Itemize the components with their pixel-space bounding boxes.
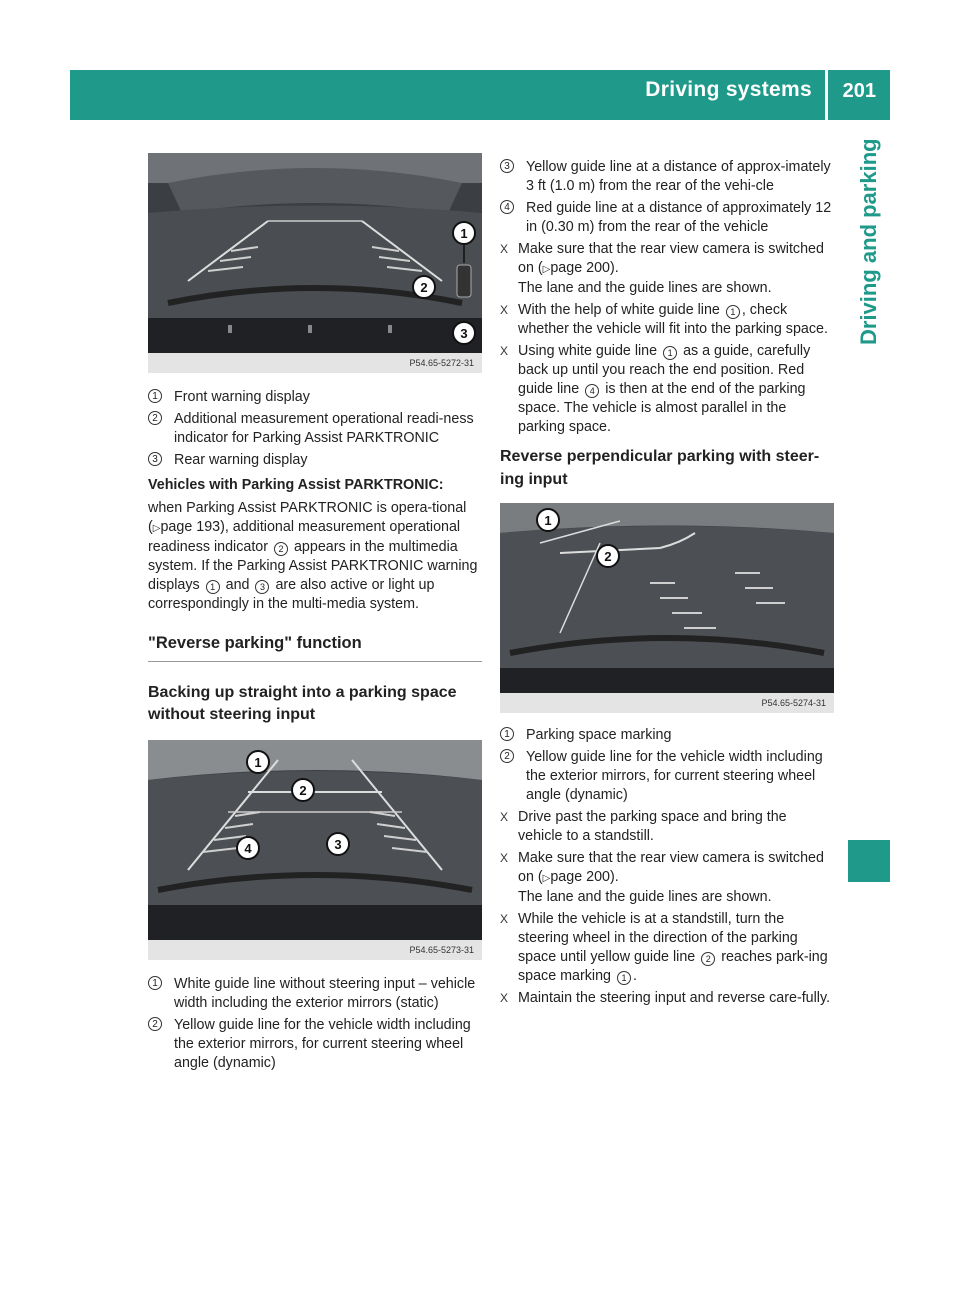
figure-code: P54.65-5273-31	[148, 940, 482, 960]
instruction-step: X Make sure that the rear view camera is switched on (▷page 200). The lane and the guide lines are shown.	[500, 850, 824, 905]
list-item: 1 Parking space marking	[500, 726, 834, 745]
side-tab-label: Driving and parking	[856, 138, 881, 345]
list-item: 2 Yellow guide line for the vehicle width including the exterior mirrors, for current steering wheel angle (dynamic)	[500, 748, 834, 805]
page-number: 201	[842, 80, 876, 102]
vehicles-paragraph: when Parking Assist PARKTRONIC is opera-tional (▷page 193), additional measurement operational readiness indicator 2 appears in the multimedia system. If the Parking Assist PARKTRONIC warning displays 1 and 3 are also active or light up correspondingly in the multi-media system.	[148, 500, 478, 612]
left-column	[148, 153, 482, 1076]
list-item: 3 Yellow guide line at a distance of approx-imately 3 ft (1.0 m) from the rear of the vehi-cle	[500, 158, 834, 196]
instruction-step: X Using white guide line 1 as a guide, carefully back up until you reach the end position. Red guide line 4 is then at the end of the parking space. The vehicle is almost parallel in the parking space.	[500, 343, 811, 435]
instruction-step: X Maintain the steering input and reverse care-fully.	[500, 990, 831, 1006]
marker-1: 1	[544, 513, 552, 528]
section-heading: "Reverse parking" function	[148, 634, 482, 662]
list-item: 2 Yellow guide line for the vehicle width including the exterior mirrors, for current steering wheel angle (dynamic)	[148, 1016, 482, 1073]
section-title: Driving systems	[645, 78, 812, 101]
marker-2: 2	[299, 783, 307, 798]
figure-rear-camera-trunk	[148, 153, 482, 373]
marker-1: 1	[254, 755, 262, 770]
instruction-step: X While the vehicle is at a standstill, turn the steering wheel in the direction of the parking space until yellow guide line 2 reaches park-ing space marking 1 .	[500, 911, 828, 984]
list-item: 2 Additional measurement operational readi-ness indicator for Parking Assist PARKTRONIC	[148, 410, 482, 448]
instruction-step: X Make sure that the rear view camera is switched on (▷page 200). The lane and the guide lines are shown.	[500, 241, 824, 296]
header-separator	[825, 70, 828, 120]
vehicles-heading: Vehicles with Parking Assist PARKTRONIC:	[148, 477, 444, 493]
figure-code: P54.65-5274-31	[500, 693, 834, 713]
figure-straight-parking	[148, 740, 482, 960]
list-item: 1 White guide line without steering input – vehicle width including the exterior mirrors (static)	[148, 975, 482, 1013]
list-item: 3 Rear warning display	[148, 451, 482, 470]
camera-image	[500, 503, 834, 693]
figure-perpendicular-parking	[500, 503, 834, 713]
side-tab-marker	[848, 840, 890, 882]
subsection-heading: Reverse perpendicular parking with steer-ing input	[500, 448, 820, 488]
page-header	[70, 70, 890, 120]
marker-3: 3	[334, 837, 342, 852]
figure-code: P54.65-5272-31	[148, 353, 482, 373]
marker-1: 1	[460, 226, 468, 241]
right-column	[500, 155, 834, 1011]
marker-2: 2	[420, 280, 428, 295]
marker-4: 4	[244, 841, 252, 856]
subsection-heading: Backing up straight into a parking space without steering input	[148, 684, 457, 723]
marker-2: 2	[604, 549, 612, 564]
instruction-step: X Drive past the parking space and bring the vehicle to a standstill.	[500, 809, 787, 844]
list-item: 1 Front warning display	[148, 388, 482, 407]
marker-3: 3	[460, 326, 468, 341]
camera-image	[148, 740, 482, 940]
list-item: 4 Red guide line at a distance of approximately 12 in (0.30 m) from the rear of the vehicle	[500, 199, 834, 237]
camera-image	[148, 153, 482, 353]
instruction-step: X With the help of white guide line 1 , check whether the vehicle will fit into the parking space.	[500, 302, 828, 337]
